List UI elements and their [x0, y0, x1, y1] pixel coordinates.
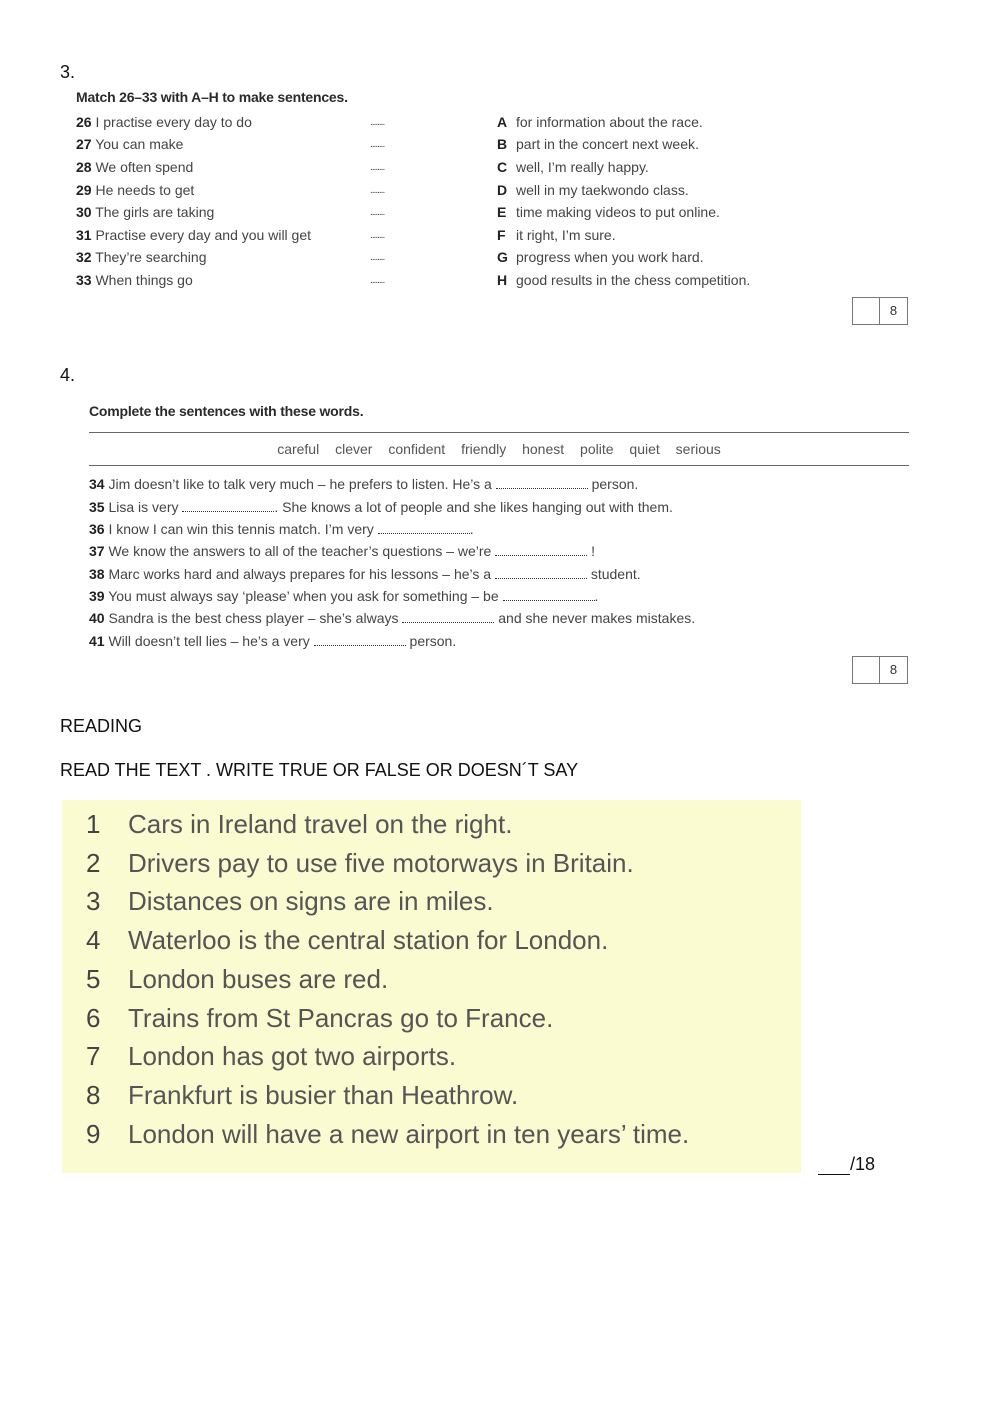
answer-blank-35[interactable] — [182, 502, 274, 512]
statement-6: 6 Trains from St Pancras go to France. — [86, 1003, 554, 1033]
score-entry[interactable] — [853, 657, 880, 683]
reading-heading: READING — [60, 716, 143, 736]
sentence-39: 39 You must always say ‘please’ when you ask for something – be . — [89, 588, 599, 604]
sentence-34: 34 Jim doesn’t like to talk very much – he prefers to listen. He’s a person. — [89, 476, 639, 492]
answer-blank-29[interactable]: ........ — [370, 185, 385, 196]
section-3-number: 3. — [60, 62, 76, 82]
section-4-number: 4. — [60, 365, 76, 385]
word-clever: clever — [335, 441, 373, 457]
match-option-a: A for information about the race. — [497, 114, 703, 130]
answer-blank-40[interactable] — [402, 613, 494, 623]
sentence-41: 41 Will doesn’t tell lies – he’s a very person. — [89, 633, 457, 649]
statement-5: 5 London buses are red. — [86, 964, 389, 994]
score-max: 8 — [889, 303, 898, 318]
match-item-26: 26 I practise every day to do — [76, 114, 252, 130]
section-3-instruction: Match 26–33 with A–H to make sentences. — [76, 89, 348, 105]
match-item-32: 32 They’re searching — [76, 249, 207, 265]
answer-blank-39[interactable] — [503, 591, 595, 601]
word-confident: confident — [388, 441, 446, 457]
word-careful: careful — [277, 441, 320, 457]
section-4-instruction: Complete the sentences with these words. — [89, 403, 364, 419]
answer-blank-41[interactable] — [314, 636, 406, 646]
reading-instruction: READ THE TEXT . WRITE TRUE OR FALSE OR DOESN´T SAY — [60, 760, 579, 780]
reading-score-entry[interactable] — [818, 1157, 850, 1175]
sentence-40: 40 Sandra is the best chess player – she’s always and she never makes mistakes. — [89, 610, 696, 626]
statement-9: 9 London will have a new airport in ten years’ time. — [86, 1119, 690, 1149]
answer-blank-38[interactable] — [495, 569, 587, 579]
answer-blank-26[interactable]: ........ — [370, 117, 385, 128]
answer-blank-36[interactable] — [378, 524, 470, 534]
word-box-top-rule — [89, 432, 909, 433]
match-item-28: 28 We often spend — [76, 159, 194, 175]
statement-8: 8 Frankfurt is busier than Heathrow. — [86, 1080, 519, 1110]
word-box-bottom-rule — [89, 465, 909, 466]
statement-2: 2 Drivers pay to use five motorways in Britain. — [86, 848, 634, 878]
sentence-36: 36 I know I can win this tennis match. I’m very . — [89, 521, 474, 537]
score-entry[interactable] — [853, 298, 880, 324]
answer-blank-31[interactable]: ........ — [370, 230, 385, 241]
statement-4: 4 Waterloo is the central station for London. — [86, 925, 609, 955]
answer-blank-27[interactable]: ........ — [370, 139, 385, 150]
match-option-g: G progress when you work hard. — [497, 249, 704, 265]
statement-7: 7 London has got two airports. — [86, 1041, 457, 1071]
word-honest: honest — [522, 441, 565, 457]
match-item-29: 29 He needs to get — [76, 182, 195, 198]
word-quiet: quiet — [629, 441, 660, 457]
word-friendly: friendly — [461, 441, 507, 457]
answer-blank-33[interactable]: ........ — [370, 275, 385, 286]
sentence-35: 35 Lisa is very . She knows a lot of people and she likes hanging out with them. — [89, 499, 673, 515]
match-item-33: 33 When things go — [76, 272, 193, 288]
match-option-h: H good results in the chess competition. — [497, 272, 751, 288]
reading-score — [818, 1154, 875, 1175]
statement-3: 3 Distances on signs are in miles. — [86, 886, 494, 916]
word-box — [89, 441, 909, 457]
word-serious: serious — [675, 441, 721, 457]
word-polite: polite — [580, 441, 614, 457]
sentence-38: 38 Marc works hard and always prepares for his lessons – he’s a student. — [89, 566, 641, 582]
reading-score-total: /18 — [850, 1154, 876, 1174]
statement-1: 1 Cars in Ireland travel on the right. — [86, 809, 513, 839]
match-option-e: E time making videos to put online. — [497, 204, 720, 220]
match-item-30: 30 The girls are taking — [76, 204, 215, 220]
match-option-f: F it right, I’m sure. — [497, 227, 616, 243]
sentence-37: 37 We know the answers to all of the teacher’s questions – we’re ! — [89, 543, 596, 559]
answer-blank-32[interactable]: ........ — [370, 252, 385, 263]
match-item-27: 27 You can make — [76, 136, 184, 152]
section-3-score-box — [852, 297, 908, 325]
answer-blank-30[interactable]: ........ — [370, 207, 385, 218]
answer-blank-37[interactable] — [495, 546, 587, 556]
match-option-b: B part in the concert next week. — [497, 136, 699, 152]
score-max: 8 — [889, 662, 898, 677]
match-option-d: D well in my taekwondo class. — [497, 182, 689, 198]
answer-blank-28[interactable]: ........ — [370, 162, 385, 173]
match-option-c: C well, I’m really happy. — [497, 159, 649, 175]
section-4-score-box — [852, 656, 908, 684]
match-item-31: 31 Practise every day and you will get — [76, 227, 312, 243]
answer-blank-34[interactable] — [496, 479, 588, 489]
